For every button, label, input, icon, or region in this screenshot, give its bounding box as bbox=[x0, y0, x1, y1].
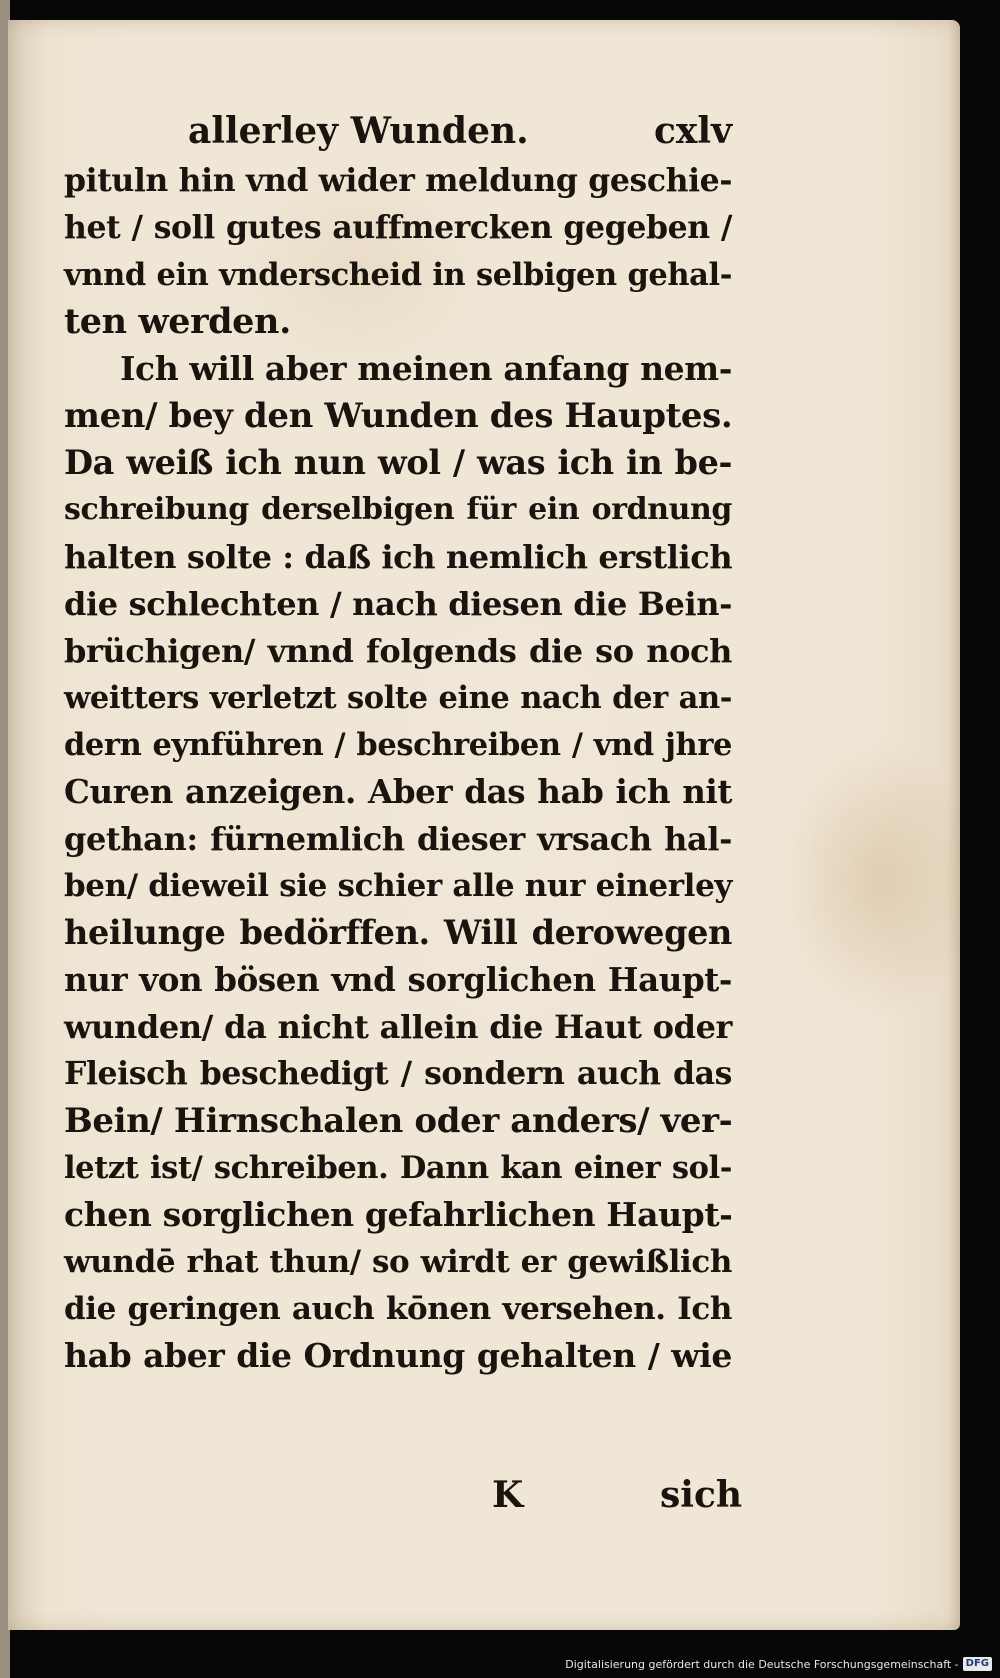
text-line: heilunge bedörffen. Will derowegen bbox=[64, 913, 732, 952]
text-line: weitters verletzt solte eine nach der an- bbox=[64, 680, 732, 716]
digitization-credit bbox=[565, 1654, 992, 1674]
text-line: ten werden. bbox=[64, 301, 291, 342]
text-line: het / soll gutes auffmercken gegeben / bbox=[64, 209, 732, 246]
text-line: Da weiß ich nun wol / was ich in be- bbox=[64, 443, 732, 482]
text-line: wundē rhat thun/ so wirdt er gewißlich bbox=[64, 1244, 732, 1280]
text-line: letzt ist/ schreiben. Dann kan einer sol- bbox=[64, 1150, 732, 1186]
dfg-logo-badge: DFG bbox=[963, 1657, 992, 1671]
text-line: ben/ dieweil sie schier alle nur einerley bbox=[64, 868, 732, 904]
page-header bbox=[188, 108, 732, 154]
text-line: hab aber die Ordnung gehalten / wie bbox=[64, 1336, 732, 1375]
text-line: dern eynführen / beschreiben / vnd jhre bbox=[64, 727, 732, 763]
signature-mark: K bbox=[492, 1474, 524, 1516]
text-line: die geringen auch kōnen versehen. Ich bbox=[64, 1291, 732, 1327]
text-line: gethan: fürnemlich dieser vrsach hal- bbox=[64, 820, 732, 858]
text-line: Fleisch beschedigt / sondern auch das bbox=[64, 1055, 732, 1092]
text-line: pituln hin vnd wider meldung geschie- bbox=[64, 162, 732, 199]
text-line: Bein/ Hirnschalen oder anders/ ver- bbox=[64, 1101, 733, 1141]
text-line: schreibung derselbigen für ein ordnung bbox=[64, 492, 732, 527]
text-line: die schlechten / nach diesen die Bein- bbox=[64, 585, 732, 623]
text-line: vnnd ein vnderscheid in selbigen gehal- bbox=[64, 257, 732, 293]
text-line: brüchigen/ vnnd folgends die so noch bbox=[64, 632, 732, 670]
text-line: wunden/ da nicht allein die Haut oder bbox=[64, 1008, 732, 1046]
text-line: Curen anzeigen. Aber das hab ich nit bbox=[64, 772, 732, 811]
text-line: chen sorglichen gefahrlichen Haupt- bbox=[64, 1195, 733, 1234]
paragraph-start-line: Ich will aber meinen anfang nem- bbox=[120, 349, 733, 388]
running-head: allerley Wunden. bbox=[188, 110, 529, 152]
catchword: sich bbox=[660, 1474, 743, 1516]
folio-number: cxlv bbox=[654, 110, 732, 152]
credit-text: Digitalisierung gefördert durch die Deutsche Forschungsgemeinschaft - bbox=[565, 1657, 959, 1671]
book-page bbox=[8, 20, 960, 1630]
text-line: halten solte : daß ich nemlich erstlich bbox=[64, 538, 733, 576]
text-line: nur von bösen vnd sorglichen Haupt- bbox=[64, 960, 732, 999]
text-line: men/ bey den Wunden des Hauptes. bbox=[64, 396, 733, 436]
